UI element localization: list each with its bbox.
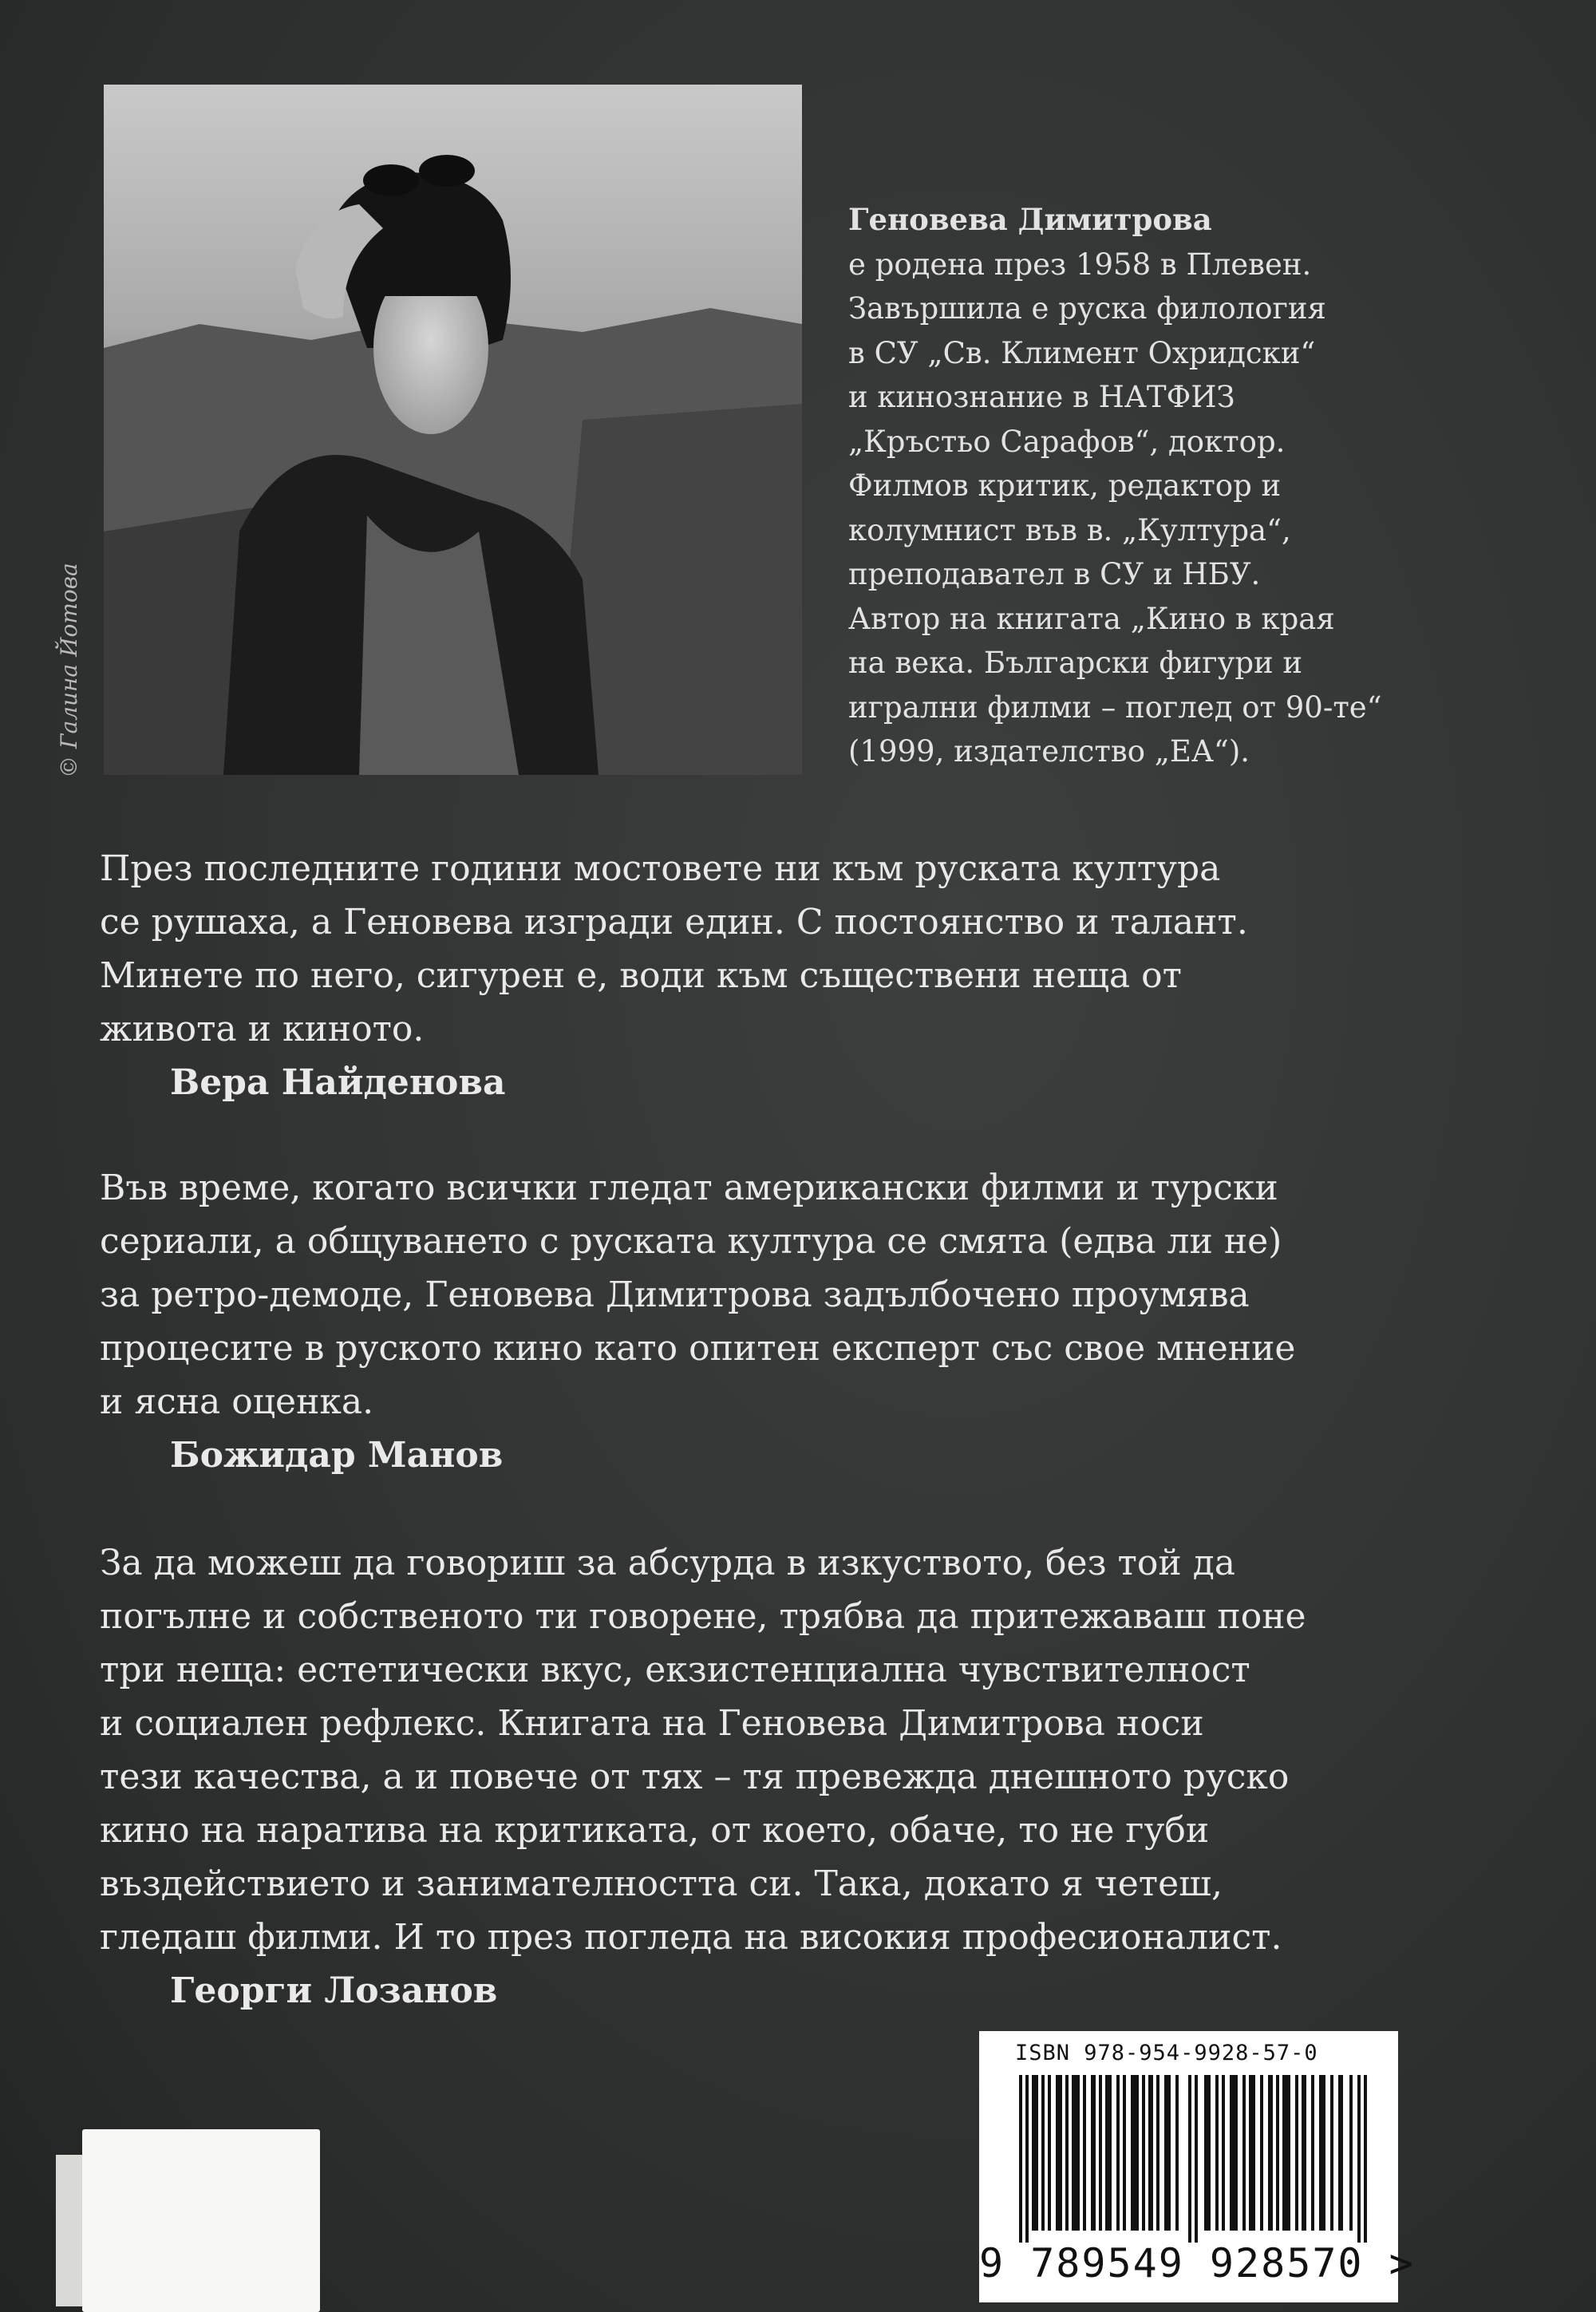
quote-line: погълне и собственото ти говорене, трябва да притежаваш поне [100, 1596, 1306, 1637]
quote-author: Вера Найденова [170, 1062, 506, 1103]
barcode-digits: 9 789549 928570 > [979, 2240, 1415, 2286]
bio-line: Автор на книгата „Кино в края [848, 601, 1335, 636]
isbn-text: ISBN 978-954-9928-57-0 [1015, 2041, 1318, 2065]
quote-line: кино на наратива на критиката, от което, обаче, то не губи [100, 1810, 1210, 1851]
barcode-icon [1019, 2075, 1370, 2243]
price-sticker [82, 2129, 320, 2312]
quote-line: въздействието и занимателността си. Така, докато я четеш, [100, 1863, 1223, 1904]
bio-line: в СУ „Св. Климент Охридски“ [848, 335, 1316, 370]
bio-line: и кинознание в НАТФИЗ [848, 380, 1235, 414]
bio-line: „Кръстьо Сарафов“, доктор. [848, 424, 1286, 459]
quote-line: процесите в руското кино като опитен експерт със свое мнение [100, 1328, 1296, 1369]
quote-line: тези качества, а и повече от тях – тя превежда днешното руско [100, 1757, 1290, 1797]
author-bio [848, 198, 1566, 774]
bio-line: Филмов критик, редактор и [848, 468, 1282, 503]
bio-line: колумнист във в. „Култура“, [848, 512, 1291, 547]
quote-author: Божидар Манов [170, 1435, 504, 1476]
bio-line: на века. Български фигури и [848, 646, 1303, 680]
author-photo [104, 85, 802, 775]
quote-line: три неща: естетически вкус, екзистенциална чувствителност [100, 1650, 1250, 1690]
bio-line: игрални филми – поглед от 90-те“ [848, 690, 1382, 725]
author-portrait-image [104, 85, 802, 775]
bio-line: (1999, издателство „ЕА“). [848, 734, 1250, 769]
quote-block-2 [100, 1161, 1424, 1482]
quote-line: Във време, когато всички гледат американски филми и турски [100, 1168, 1278, 1208]
quote-block-3 [100, 1536, 1424, 2018]
author-name: Геновева Димитрова [848, 202, 1212, 237]
quote-block-1 [100, 842, 1424, 1109]
quote-line: За да можеш да говориш за абсурда в изкуството, без той да [100, 1543, 1236, 1583]
quote-line: и социален рефлекс. Книгата на Геновева Димитрова носи [100, 1703, 1204, 1744]
bio-line: преподавател в СУ и НБУ. [848, 557, 1261, 591]
quote-line: живота и киното. [100, 1009, 425, 1049]
bio-line: Завършила е руска филология [848, 291, 1326, 326]
quote-line: и ясна оценка. [100, 1381, 374, 1422]
isbn-barcode-label [979, 2031, 1415, 2302]
bio-line: е родена през 1958 в Плевен. [848, 247, 1312, 282]
quote-line: През последните години мостовете ни към руската култура [100, 848, 1221, 889]
photo-credit: © Галина Йотова [56, 563, 82, 778]
quote-author: Георги Лозанов [170, 1970, 498, 2011]
quote-line: сериали, а общуването с руската култура се смята (едва ли не) [100, 1221, 1282, 1262]
sticker-shadow [56, 2155, 84, 2306]
quote-line: за ретро-демоде, Геновева Димитрова задълбочено проумява [100, 1275, 1250, 1315]
quote-line: се рушаха, а Геновева изгради един. С постоянство и талант. [100, 902, 1248, 943]
quote-line: гледаш филми. И то през погледа на високия професионалист. [100, 1917, 1282, 1958]
quote-line: Минете по него, сигурен е, води към съществени неща от [100, 955, 1182, 996]
